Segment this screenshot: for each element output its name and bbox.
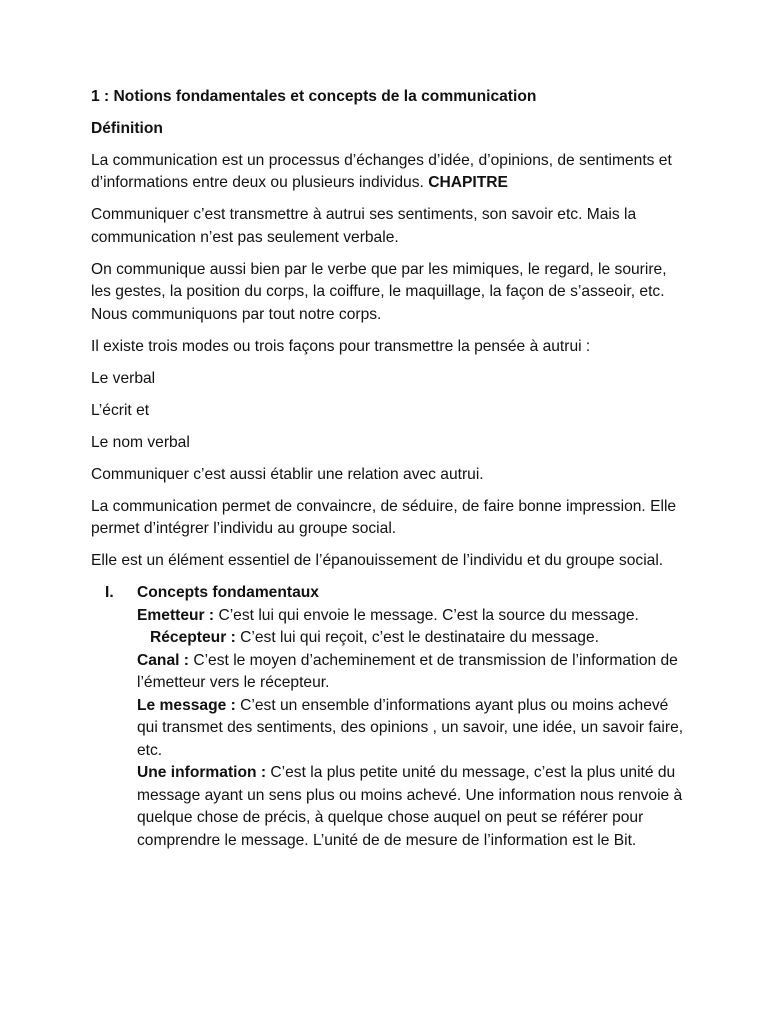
concept-item <box>137 605 688 628</box>
definition-heading: Définition <box>91 119 163 137</box>
concept-definition: C’est le moyen d’acheminement et de transmission de l’information de l’émetteur vers le récepteur. <box>137 651 678 691</box>
concept-item <box>137 627 688 650</box>
section-heading: Concepts fondamentaux <box>137 584 319 601</box>
concept-term: Emetteur : <box>137 606 215 624</box>
paragraph: Communiquer c’est aussi établir une relation avec autrui. <box>91 465 484 483</box>
paragraph-text: La communication est un processus d’échanges d’idée, d’opinions, de sentiments et d’informations entre deux ou plusieurs individus. <box>91 151 672 191</box>
concept-term: Une information : <box>137 764 267 781</box>
concept-definition: C’est un ensemble d’informations ayant plus ou moins achevé qui transmet des sentiments, des opinions , un savoir, une idée, un savoir faire, etc. <box>137 696 684 759</box>
concept-term: Canal : <box>137 651 189 669</box>
section-concepts <box>91 582 688 852</box>
concept-definition: C’est lui qui reçoit, c’est le destinataire du message. <box>235 629 599 646</box>
paragraph: Il existe trois modes ou trois façons pour transmettre la pensée à autrui : <box>91 337 591 355</box>
concept-term: Récepteur : <box>150 629 236 646</box>
paragraph: La communication permet de convaincre, de séduire, de faire bonne impression. Elle permet d’intégrer l’individu au groupe social. <box>91 497 677 537</box>
list-line: Le nom verbal <box>91 433 190 451</box>
concept-item <box>137 650 688 695</box>
concept-item <box>137 762 688 852</box>
paragraph: Elle est un élément essentiel de l’épanouissement de l’individu et du groupe social. <box>91 552 664 569</box>
paragraph: Communiquer c’est transmettre à autrui ses sentiments, son savoir etc. Mais la communication n’est pas seulement verbale. <box>91 206 637 246</box>
list-line: L’écrit et <box>91 401 150 419</box>
concept-term: Le message : <box>137 696 236 714</box>
paragraph: On communique aussi bien par le verbe que par les mimiques, le regard, le sourire, les gestes, la position du corps, la coiffure, le maquillage, la façon de s’asseoir, etc. Nous communiquons par tout notre corps. <box>91 260 667 323</box>
concept-item <box>137 695 688 763</box>
list-line: Le verbal <box>91 369 156 387</box>
concept-definition: C’est la plus petite unité du message, c’est la plus unité du message ayant un sens plus ou moins achevé. Une information nous renvoie à quelque chose de précis, à quelque chose auquel on peut se référer pour comprendre le message. L’unité de de mesure de l’information est le Bit. <box>137 764 683 849</box>
paragraph <box>91 150 688 195</box>
chapitre-label: CHAPITRE <box>428 174 508 191</box>
section-number: I. <box>105 584 114 601</box>
concept-definition: C’est lui qui envoie le message. C’est la source du message. <box>214 606 639 624</box>
document-title: 1 : Notions fondamentales et concepts de la communication <box>91 88 537 105</box>
